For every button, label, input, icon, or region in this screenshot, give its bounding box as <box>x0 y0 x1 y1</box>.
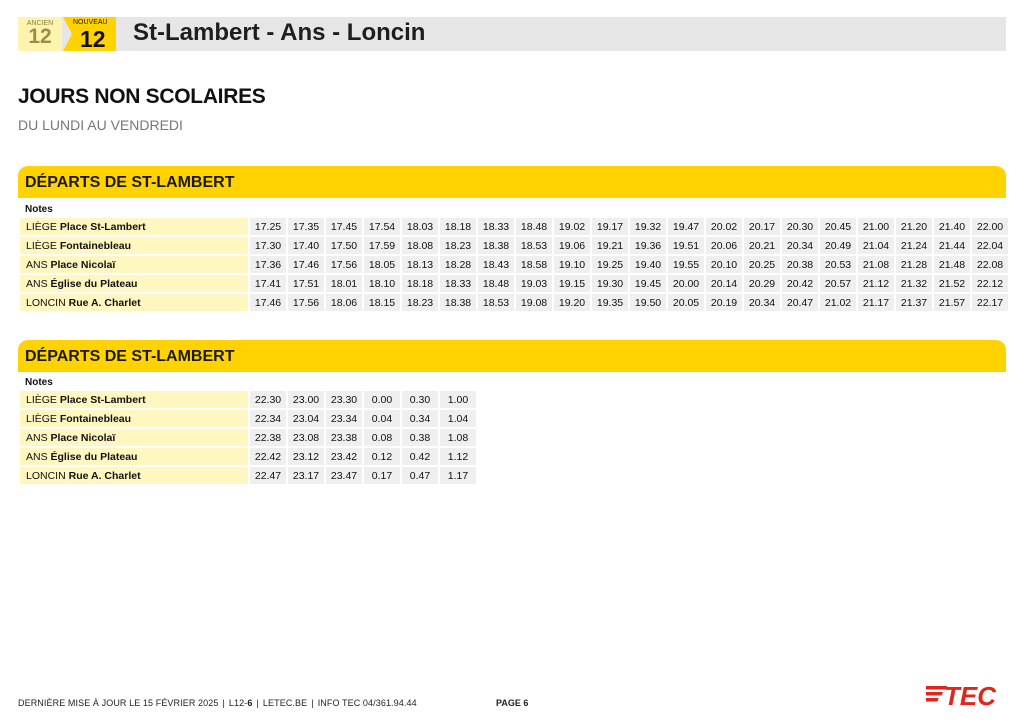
departure-time: 19.51 <box>668 237 704 254</box>
departure-time: 21.17 <box>858 294 894 311</box>
section-title-1: DÉPARTS DE ST-LAMBERT <box>25 174 235 191</box>
departure-time: 19.15 <box>554 275 590 292</box>
timetable-2 <box>18 389 478 486</box>
stop-name-cell <box>20 256 248 273</box>
section-header-1 <box>18 166 1006 198</box>
footer-updated: DERNIÈRE MISE À JOUR LE 15 FÉVRIER 2025 <box>18 698 219 708</box>
old-line-badge <box>18 17 62 51</box>
departure-time: 18.43 <box>478 256 514 273</box>
stop-name-cell <box>20 294 248 311</box>
departure-time: 17.56 <box>326 256 362 273</box>
departure-time: 18.58 <box>516 256 552 273</box>
stop-name: Fontainebleau <box>59 412 132 425</box>
departure-time: 17.59 <box>364 237 400 254</box>
departure-time: 19.47 <box>668 218 704 235</box>
departure-time: 23.17 <box>288 467 324 484</box>
departure-time: 23.00 <box>288 391 324 408</box>
departure-time: 20.19 <box>706 294 742 311</box>
departure-time: 18.06 <box>326 294 362 311</box>
departure-time: 19.17 <box>592 218 628 235</box>
stop-row <box>20 275 1008 292</box>
section-title-2: DÉPARTS DE ST-LAMBERT <box>25 348 235 365</box>
departure-time: 22.30 <box>250 391 286 408</box>
departure-time: 17.35 <box>288 218 324 235</box>
page-number: PAGE 6 <box>496 698 529 708</box>
departure-time: 19.45 <box>630 275 666 292</box>
departure-time: 18.08 <box>402 237 438 254</box>
old-line-number: 12 <box>28 25 52 48</box>
stop-name: Place Nicolaï <box>50 258 116 271</box>
departure-time: 18.10 <box>364 275 400 292</box>
stop-town: LONCIN <box>26 296 66 309</box>
departure-time: 21.04 <box>858 237 894 254</box>
departure-time: 20.05 <box>668 294 704 311</box>
departure-time: 0.17 <box>364 467 400 484</box>
departure-time: 19.06 <box>554 237 590 254</box>
departure-time: 21.08 <box>858 256 894 273</box>
departure-time: 23.42 <box>326 448 362 465</box>
footer-website[interactable]: LETEC.BE <box>262 698 308 708</box>
departure-time: 23.30 <box>326 391 362 408</box>
departure-time: 0.47 <box>402 467 438 484</box>
departure-time: 21.24 <box>896 237 932 254</box>
departure-time: 18.48 <box>478 275 514 292</box>
departure-time: 19.36 <box>630 237 666 254</box>
stop-name-cell <box>20 429 248 446</box>
departure-time: 1.17 <box>440 467 476 484</box>
stop-town: LIÈGE <box>26 220 57 233</box>
departure-time: 18.23 <box>402 294 438 311</box>
departure-time: 22.17 <box>972 294 1008 311</box>
departure-time: 18.05 <box>364 256 400 273</box>
departure-time: 20.02 <box>706 218 742 235</box>
departure-time: 21.57 <box>934 294 970 311</box>
departure-time: 19.30 <box>592 275 628 292</box>
departure-time: 18.33 <box>478 218 514 235</box>
departure-time: 0.30 <box>402 391 438 408</box>
tec-logo <box>926 678 1008 712</box>
departure-time: 18.03 <box>402 218 438 235</box>
departure-time: 18.53 <box>478 294 514 311</box>
departure-time: 21.52 <box>934 275 970 292</box>
departure-time: 22.38 <box>250 429 286 446</box>
departure-time: 19.21 <box>592 237 628 254</box>
tec-logo-text: TEC <box>944 681 996 711</box>
departure-time: 18.15 <box>364 294 400 311</box>
departure-time: 0.34 <box>402 410 438 427</box>
departure-time: 21.20 <box>896 218 932 235</box>
departure-time: 21.12 <box>858 275 894 292</box>
departure-time: 0.00 <box>364 391 400 408</box>
stop-name: Place Nicolaï <box>50 431 116 444</box>
departure-time: 20.21 <box>744 237 780 254</box>
stop-town: ANS <box>26 450 48 463</box>
departure-time: 18.01 <box>326 275 362 292</box>
stop-row <box>20 218 1008 235</box>
departure-time: 17.51 <box>288 275 324 292</box>
departure-time: 18.18 <box>440 218 476 235</box>
stop-name: Rue A. Charlet <box>68 296 141 309</box>
departure-time: 19.50 <box>630 294 666 311</box>
departure-time: 1.08 <box>440 429 476 446</box>
departure-time: 18.53 <box>516 237 552 254</box>
stop-name-cell <box>20 448 248 465</box>
departure-time: 20.42 <box>782 275 818 292</box>
departure-time: 20.57 <box>820 275 856 292</box>
stop-row <box>20 237 1008 254</box>
departure-time: 21.32 <box>896 275 932 292</box>
departure-time: 20.06 <box>706 237 742 254</box>
stop-row <box>20 429 476 446</box>
stop-name: Rue A. Charlet <box>68 469 141 482</box>
footer-line-page: 6 <box>247 698 253 708</box>
stop-row <box>20 256 1008 273</box>
departure-time: 20.38 <box>782 256 818 273</box>
stop-name: Place St-Lambert <box>59 220 146 233</box>
stop-name: Église du Plateau <box>50 450 138 463</box>
section-header-2 <box>18 340 1006 372</box>
schedule-title: JOURS NON SCOLAIRES <box>18 85 266 108</box>
departure-time: 17.36 <box>250 256 286 273</box>
departure-time: 17.56 <box>288 294 324 311</box>
departure-time: 20.53 <box>820 256 856 273</box>
departure-time: 22.42 <box>250 448 286 465</box>
departure-time: 17.45 <box>326 218 362 235</box>
departure-time: 22.12 <box>972 275 1008 292</box>
stop-row <box>20 391 476 408</box>
footer-info: INFO TEC 04/361.94.44 <box>317 698 417 708</box>
departure-time: 18.33 <box>440 275 476 292</box>
departure-time: 17.50 <box>326 237 362 254</box>
stop-row <box>20 410 476 427</box>
departure-time: 19.32 <box>630 218 666 235</box>
departure-time: 1.00 <box>440 391 476 408</box>
departure-time: 22.04 <box>972 237 1008 254</box>
footer: DERNIÈRE MISE À JOUR LE 15 FÉVRIER 2025 | L12-6 | LETEC.BE | INFO TEC 04/361.94.44 <box>18 698 417 708</box>
departure-time: 19.25 <box>592 256 628 273</box>
stop-row <box>20 467 476 484</box>
stop-row <box>20 448 476 465</box>
stop-town: LIÈGE <box>26 393 57 406</box>
stop-town: ANS <box>26 258 48 271</box>
departure-time: 21.44 <box>934 237 970 254</box>
departure-time: 1.04 <box>440 410 476 427</box>
stop-town: ANS <box>26 277 48 290</box>
departure-time: 20.10 <box>706 256 742 273</box>
departure-time: 0.04 <box>364 410 400 427</box>
departure-time: 20.34 <box>782 237 818 254</box>
departure-time: 22.08 <box>972 256 1008 273</box>
departure-time: 21.00 <box>858 218 894 235</box>
departure-time: 20.14 <box>706 275 742 292</box>
stop-row <box>20 294 1008 311</box>
stop-name-cell <box>20 237 248 254</box>
departure-time: 20.47 <box>782 294 818 311</box>
stop-name: Fontainebleau <box>59 239 132 252</box>
footer-line-code: L12- <box>228 698 248 708</box>
line-title: St-Lambert - Ans - Loncin <box>133 19 426 46</box>
stop-name-cell <box>20 218 248 235</box>
departure-time: 21.28 <box>896 256 932 273</box>
stop-name-cell <box>20 410 248 427</box>
stop-name: Place St-Lambert <box>59 393 146 406</box>
departure-time: 20.25 <box>744 256 780 273</box>
timetable-1 <box>18 216 1010 313</box>
departure-time: 21.37 <box>896 294 932 311</box>
departure-time: 19.35 <box>592 294 628 311</box>
departure-time: 20.30 <box>782 218 818 235</box>
stop-name-cell <box>20 275 248 292</box>
notes-label-2: Notes <box>25 377 53 388</box>
departure-time: 18.13 <box>402 256 438 273</box>
new-line-label: NOUVEAU <box>73 19 108 26</box>
stop-town: LIÈGE <box>26 239 57 252</box>
departure-time: 1.12 <box>440 448 476 465</box>
departure-time: 17.30 <box>250 237 286 254</box>
departure-time: 18.18 <box>402 275 438 292</box>
departure-time: 19.20 <box>554 294 590 311</box>
new-line-number: 12 <box>80 26 106 52</box>
stop-name: Église du Plateau <box>50 277 138 290</box>
departure-time: 20.49 <box>820 237 856 254</box>
stop-town: LIÈGE <box>26 412 57 425</box>
departure-time: 18.48 <box>516 218 552 235</box>
departure-time: 19.10 <box>554 256 590 273</box>
departure-time: 21.40 <box>934 218 970 235</box>
departure-time: 19.40 <box>630 256 666 273</box>
departure-time: 22.47 <box>250 467 286 484</box>
departure-time: 17.40 <box>288 237 324 254</box>
stop-town: LONCIN <box>26 469 66 482</box>
stop-name-cell <box>20 467 248 484</box>
departure-time: 21.48 <box>934 256 970 273</box>
departure-time: 0.42 <box>402 448 438 465</box>
departure-time: 17.46 <box>288 256 324 273</box>
departure-time: 17.54 <box>364 218 400 235</box>
departure-time: 23.34 <box>326 410 362 427</box>
schedule-subtitle: DU LUNDI AU VENDREDI <box>18 117 183 133</box>
departure-time: 23.08 <box>288 429 324 446</box>
old-line-label: ANCIEN <box>26 20 54 27</box>
departure-time: 18.38 <box>440 294 476 311</box>
departure-time: 17.41 <box>250 275 286 292</box>
new-line-badge <box>63 17 116 51</box>
departure-time: 19.55 <box>668 256 704 273</box>
departure-time: 22.00 <box>972 218 1008 235</box>
departure-time: 23.12 <box>288 448 324 465</box>
departure-time: 23.38 <box>326 429 362 446</box>
departure-time: 0.12 <box>364 448 400 465</box>
departure-time: 22.34 <box>250 410 286 427</box>
departure-time: 20.17 <box>744 218 780 235</box>
stop-name-cell <box>20 391 248 408</box>
departure-time: 21.02 <box>820 294 856 311</box>
departure-time: 0.38 <box>402 429 438 446</box>
departure-time: 17.46 <box>250 294 286 311</box>
departure-time: 23.47 <box>326 467 362 484</box>
departure-time: 19.03 <box>516 275 552 292</box>
departure-time: 0.08 <box>364 429 400 446</box>
departure-time: 20.29 <box>744 275 780 292</box>
departure-time: 20.34 <box>744 294 780 311</box>
departure-time: 23.04 <box>288 410 324 427</box>
stop-town: ANS <box>26 431 48 444</box>
departure-time: 18.28 <box>440 256 476 273</box>
departure-time: 20.00 <box>668 275 704 292</box>
notes-label-1: Notes <box>25 204 53 215</box>
departure-time: 18.23 <box>440 237 476 254</box>
departure-time: 17.25 <box>250 218 286 235</box>
departure-time: 18.38 <box>478 237 514 254</box>
departure-time: 19.08 <box>516 294 552 311</box>
departure-time: 20.45 <box>820 218 856 235</box>
departure-time: 19.02 <box>554 218 590 235</box>
